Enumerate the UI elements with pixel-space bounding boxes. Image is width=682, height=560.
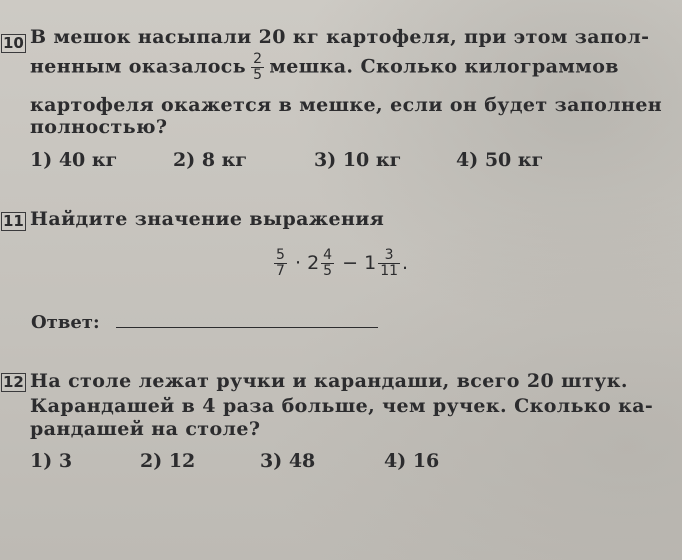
task10-line-2a: ненным оказалось	[30, 55, 247, 78]
task12-line-2: Карандашей в 4 раза больше, чем ручек. Сколько ка-	[30, 395, 654, 417]
minus-sign: −	[342, 252, 359, 274]
task10-option-2[interactable]: 2) 8 кг	[173, 149, 248, 171]
fraction-3-11	[378, 248, 400, 279]
fraction-4-5	[321, 248, 334, 279]
fraction-numerator: 3	[378, 248, 400, 264]
fraction-denominator: 5	[253, 67, 263, 83]
task10-line-2b: мешка. Сколько килограммов	[269, 55, 619, 78]
task12-option-1[interactable]: 1) 3	[30, 450, 73, 472]
mixed-whole-2: 2	[307, 252, 320, 274]
fraction-5-7	[274, 248, 287, 279]
task10-option-1[interactable]: 1) 40 кг	[30, 149, 118, 171]
fraction-numerator: 5	[276, 247, 285, 263]
task10-line-4: полностью?	[30, 116, 168, 138]
expression-period: .	[402, 252, 409, 274]
task12-line-3: рандашей на столе?	[30, 418, 261, 440]
answer-label: Ответ:	[31, 312, 100, 333]
task12-option-3[interactable]: 3) 48	[260, 450, 316, 472]
task-number-10: 10	[3, 34, 24, 52]
fraction-numerator: 2	[253, 51, 263, 67]
task12-option-4[interactable]: 4) 16	[384, 450, 440, 472]
fraction-two-fifths	[251, 52, 264, 83]
task11-title: Найдите значение выражения	[30, 208, 385, 230]
answer-blank-line[interactable]	[116, 327, 378, 328]
task10-option-4[interactable]: 4) 50 кг	[456, 149, 544, 171]
task10-option-3[interactable]: 3) 10 кг	[314, 149, 402, 171]
task-number-11: 11	[3, 212, 24, 230]
mixed-whole-1: 1	[364, 252, 377, 274]
fraction-denominator: 5	[323, 263, 333, 279]
task10-line-3: картофеля окажется в мешке, если он будет заполнен	[30, 94, 663, 116]
fraction-denominator: 11	[380, 263, 399, 279]
task12-line-1: На столе лежат ручки и карандаши, всего 20 штук.	[30, 370, 628, 392]
fraction-numerator: 4	[323, 247, 333, 263]
fraction-denominator: 7	[276, 263, 285, 279]
task-number-12: 12	[3, 373, 24, 391]
task12-option-2[interactable]: 2) 12	[140, 450, 196, 472]
task10-line-2	[30, 52, 619, 83]
math-expression	[272, 248, 408, 279]
task10-line-1: В мешок насыпали 20 кг картофеля, при этом запол-	[30, 26, 650, 48]
multiply-dot: ·	[294, 252, 302, 274]
